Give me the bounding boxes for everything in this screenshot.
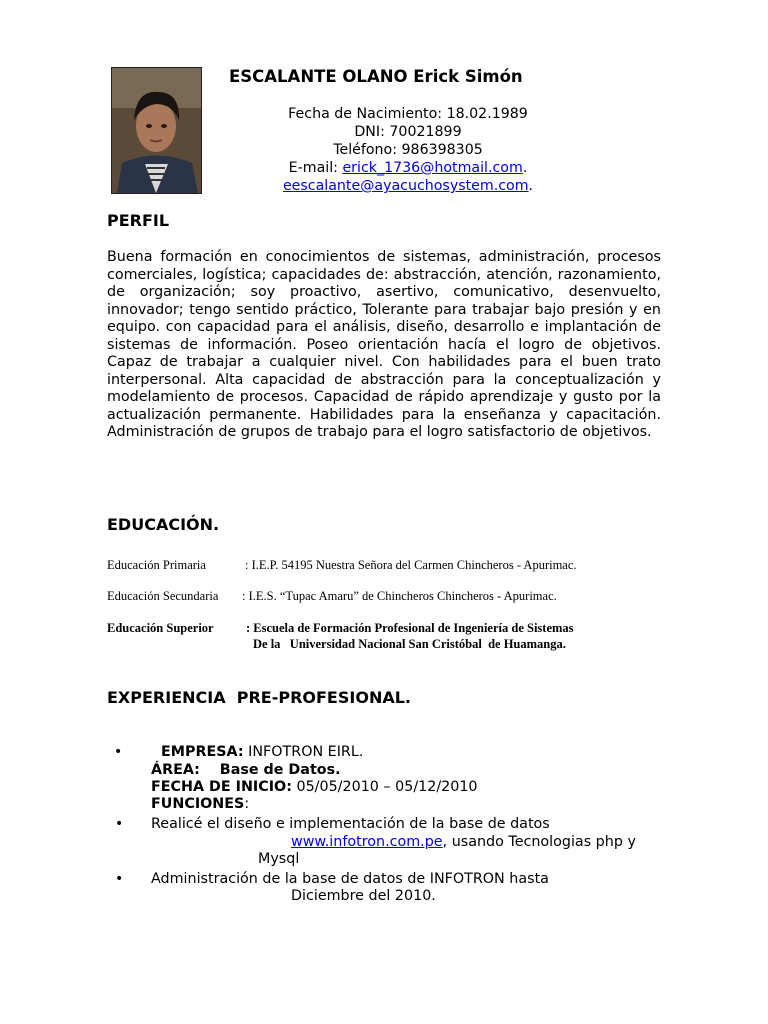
punctuation: . <box>528 178 534 194</box>
birth-date: Fecha de Nacimiento: 18.02.1989 <box>288 106 528 122</box>
funcion-1-line-1: Realicé el diseño e implementación de la base de datos <box>151 816 550 832</box>
experiencia-heading: EXPERIENCIA PRE-PROFESIONAL. <box>107 688 411 707</box>
person-name: ESCALANTE OLANO Erick Simón <box>229 67 523 86</box>
funciones-label: FUNCIONES <box>151 796 245 812</box>
perfil-heading: PERFIL <box>107 211 170 230</box>
funciones-line <box>151 796 249 812</box>
funciones-colon: : <box>244 796 250 812</box>
email-link-ayacuchosystem[interactable]: eescalante@ayacuchosystem.com <box>282 178 529 194</box>
email-line-2 <box>202 177 614 195</box>
educacion-heading: EDUCACIÓN. <box>107 515 220 534</box>
infotron-link[interactable]: www.infotron.com.pe <box>291 834 443 850</box>
bullet: • <box>115 816 124 832</box>
email-line <box>202 159 614 177</box>
empresa-line <box>161 744 363 760</box>
email-label: E-mail: <box>288 160 343 176</box>
primaria-label: Educación Primaria <box>107 558 206 572</box>
contact-block <box>202 105 614 195</box>
empresa-value: INFOTRON EIRL. <box>243 744 364 760</box>
funcion-2-line-1: Administración de la base de datos de INFOTRON hasta <box>151 871 549 887</box>
superior-value-2: De la Universidad Nacional San Cristóbal de Huamanga. <box>253 637 566 651</box>
person-photo-icon <box>112 68 201 193</box>
fecha-label: FECHA DE INICIO: <box>151 779 292 795</box>
funcion-1-rest: , usando Tecnologias php y <box>442 834 636 850</box>
secundaria-label: Educación Secundaria <box>107 589 219 603</box>
funcion-1-line-3: Mysql <box>258 851 300 867</box>
bullet: • <box>114 744 123 760</box>
funcion-2-line-2: Diciembre del 2010. <box>291 888 436 904</box>
punctuation: . <box>522 160 528 176</box>
dni: DNI: 70021899 <box>354 124 462 140</box>
primaria-value: : I.E.P. 54195 Nuestra Señora del Carmen Chincheros - Apurimac. <box>245 558 577 572</box>
superior-value-1: : Escuela de Formación Profesional de Ingeniería de Sistemas <box>246 621 574 635</box>
funcion-1-line-2 <box>291 834 636 850</box>
superior-label: Educación Superior <box>107 621 214 635</box>
email-link-hotmail[interactable]: erick_1736@hotmail.com <box>342 160 523 176</box>
fecha-line <box>151 779 478 795</box>
secundaria-value: : I.E.S. “Tupac Amaru” de Chincheros Chincheros - Apurimac. <box>242 589 557 603</box>
profile-photo <box>111 67 202 194</box>
area-line: ÁREA: Base de Datos. <box>151 762 341 778</box>
fecha-value: 05/05/2010 – 05/12/2010 <box>291 779 478 795</box>
empresa-label: EMPRESA: <box>161 744 244 760</box>
perfil-text: Buena formación en conocimientos de sistemas, administración, procesos comerciales, logística; capacidades de: abstracción, atención, razonamiento, de organización; soy proactivo, asertivo, comunicativo, desenvuelto, innovador; tengo sentido práctico, Tolerante para trabajar bajo presión y en equipo. con capacidad para el análisis, diseño, desarrollo e implantación de sistemas de información. Poseo orientación hacía el logro de objetivos. Capaz de trabajar a cualquier nivel. Con habilidades para el buen trato interpersonal. Alta capacidad de abstracción para la conceptualización y modelamiento de procesos. Capacidad de rápido aprendizaje y gusto por la actualización permanente. Habilidades para la enseñanza y capacitación. Administración de grupos de trabajo para el logro satisfactorio de objetivos. <box>107 249 661 440</box>
bullet: • <box>115 871 124 887</box>
phone: Teléfono: 986398305 <box>333 142 483 158</box>
